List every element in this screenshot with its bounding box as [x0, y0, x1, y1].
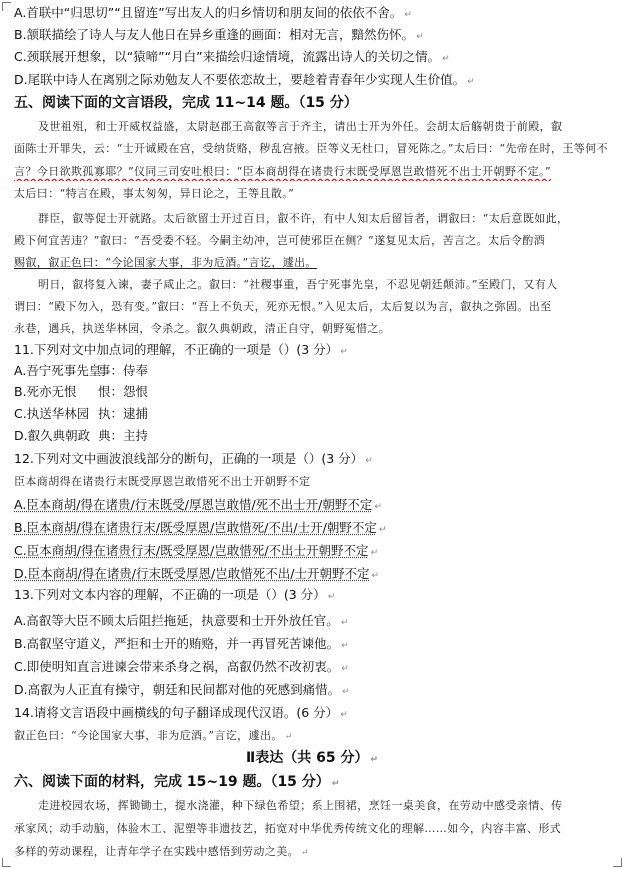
prev-option-d: D.尾联中诗人在离别之际劝勉友人不要依恋故土，要趁着青春年少实现人生价值。 ↵: [14, 72, 475, 87]
q14-sentence: 叡正色曰：“今论国家大事，非为卮酒。”言讫，遽出。 ↵: [14, 729, 293, 742]
passage-line-10: 永巷，遇兵，执送华林园，令杀之。叡久典朝政，清正自守，朝野冤惜之。: [14, 322, 391, 335]
prev-option-c: C.颈联展开想象，以“猿啼”“月白”来描绘归途情境，流露出诗人的关切之情。 ↵: [14, 49, 450, 64]
q11-option-a: A.吾宁死事先皇事：侍奉: [14, 363, 149, 378]
passage-line-1: 及世祖殂，和士开威权益盛，太尉赵郡王高叡等言于齐主，请出士开为外任。会胡太后觞朝贵于前殿，叡: [38, 120, 563, 133]
q12-stem: 12.下列对文中画波浪线部分的断句，正确的一项是（）(3 分） ↵: [14, 451, 373, 466]
passage-line-9: 谓曰：“殿下勿入，恐有变。”叡曰：“吾上不负天，死亦无恨。”入见太后，太后复以为言，叡执之弥固。出至: [14, 300, 552, 313]
section6-heading: 六、阅读下面的材料，完成 15~19 题。（15 分） ↵: [14, 774, 340, 790]
q12-option-c: C.臣本商胡/得在诸贵行末/既受厚恩/岂敢惜死/不出士开朝野不定 ↵: [14, 543, 379, 558]
section6-passage-line-2: 承家风；动手动脑，体验木工、泥塑等非遗技艺，拓宽对中华优秀传统文化的理解……如今，内容丰富、形式: [14, 822, 562, 835]
prev-option-b: B.颔联描绘了诗人与友人他日在异乡重逢的画面：相对无言，黯然伤怀。 ↵: [14, 27, 424, 42]
q13-option-b: B.高叡坚守道义，严拒和士开的贿赂，并一再冒死苦谏他。 ↵: [14, 636, 349, 651]
page-corner-mark-bottom-right: [613, 858, 622, 867]
passage-line-5: 群臣，叡等促士开就路。太后欲留士开过百日，叡不许，有中人知太后留旨者，谓叡曰：“太后意既如此，: [38, 212, 569, 225]
q11-option-c: C.执送华林园 执：逮捕: [14, 406, 149, 421]
q12-option-a: A.臣本商胡/得在诸贵/行末既受/厚恩岂敢惜/死不出士开/朝野不定 ↵: [14, 497, 382, 512]
passage-line-6: 殿下何宜苦违？”叡曰：“吾受委不轻。今嗣主幼冲，岂可使邪臣在侧？”遂复见太后，苦言之。太后令酌酒: [14, 234, 546, 247]
q11-option-d: D.叡久典朝政 典：主持: [14, 428, 149, 443]
q12-quote: 臣本商胡得在诸贵行末既受厚恩岂敢惜死不出士开朝野不定: [14, 475, 311, 488]
q13-stem: 13.下列对文本内容的理解，不正确的一项是（）(3 分） ↵: [14, 587, 336, 602]
passage-line-7: 赐叡，叡正色曰：“今论国家大事，非为卮酒。”言讫，遽出。: [14, 256, 317, 269]
q13-option-d: D.高叡为人正直有操守，朝廷和民间都对他的死感到痛惜。 ↵: [14, 682, 350, 697]
section5-heading: 五、阅读下面的文言语段，完成 11~14 题。（15 分）: [14, 95, 358, 111]
q14-stem: 14.请将文言语段中画横线的句子翻译成现代汉语。(6 分） ↵: [14, 705, 348, 720]
section6-passage-line-3: 多样的劳动课程，让青年学子在实践中感悟到劳动之美。 ↵: [14, 845, 309, 858]
prev-option-a: A.首联中“归思切”“且留连”写出友人的归乡情切和朋友间的依依不舍。 ↵: [14, 5, 412, 20]
q11-option-b: B.死亦无恨 恨：怨恨: [14, 384, 149, 399]
page-corner-mark-bottom: [2, 858, 11, 867]
passage-line-3: 言？今日欲欺孤寡耶？”仪同三司安吐根曰：“臣本商胡得在诸贵行末既受厚恩岂敢惜死不出士开朝野不定。”: [14, 165, 551, 178]
passage-line-4: 太后曰：“特言在殿，事太匆匆，异日论之，王等且散。”: [14, 187, 295, 200]
section6-passage-line-1: 走进校园农场，挥锄锄土，提水浇灌，种下绿色希望；系上围裙，烹饪一桌美食，在劳动中感受亲情、传: [38, 799, 563, 812]
passage-line-8: 明日，叡将复入谏，妻子咸止之。叡曰：“社稷事重，吾宁死事先皇，不忍见朝廷颠沛。”至殿门，又有人: [38, 278, 558, 291]
page-corner-mark: [2, 2, 11, 11]
q11-stem: 11.下列对文中加点词的理解，不正确的一项是（）(3 分） ↵: [14, 342, 348, 357]
part2-title: Ⅱ表达（共 65 分） ↵: [246, 750, 378, 766]
q13-option-c: C.即使明知直言进谏会带来杀身之祸，高叡仍然不改初衷。 ↵: [14, 659, 349, 674]
passage-line-2: 面陈士开罪失，云：“士开诚殿在宫，受纳货赂，秽乱宫掖。臣等义无杜口，冒死陈之。”太后曰：“先帝在时，王等何不: [14, 142, 608, 155]
q12-option-d: D.臣本商胡/得在诸贵/行末既受厚恩/岂敢惜死不出/士开朝野不定 ↵: [14, 566, 379, 581]
q13-option-a: A.高叡等大臣不顾太后阻拦拖延，执意要和士开外放任官。 ↵: [14, 613, 349, 628]
q12-option-b: B.臣本商胡/得在诸贵行末/既受厚恩/岂敢惜死/不出/士开/朝野不定 ↵: [14, 520, 387, 535]
